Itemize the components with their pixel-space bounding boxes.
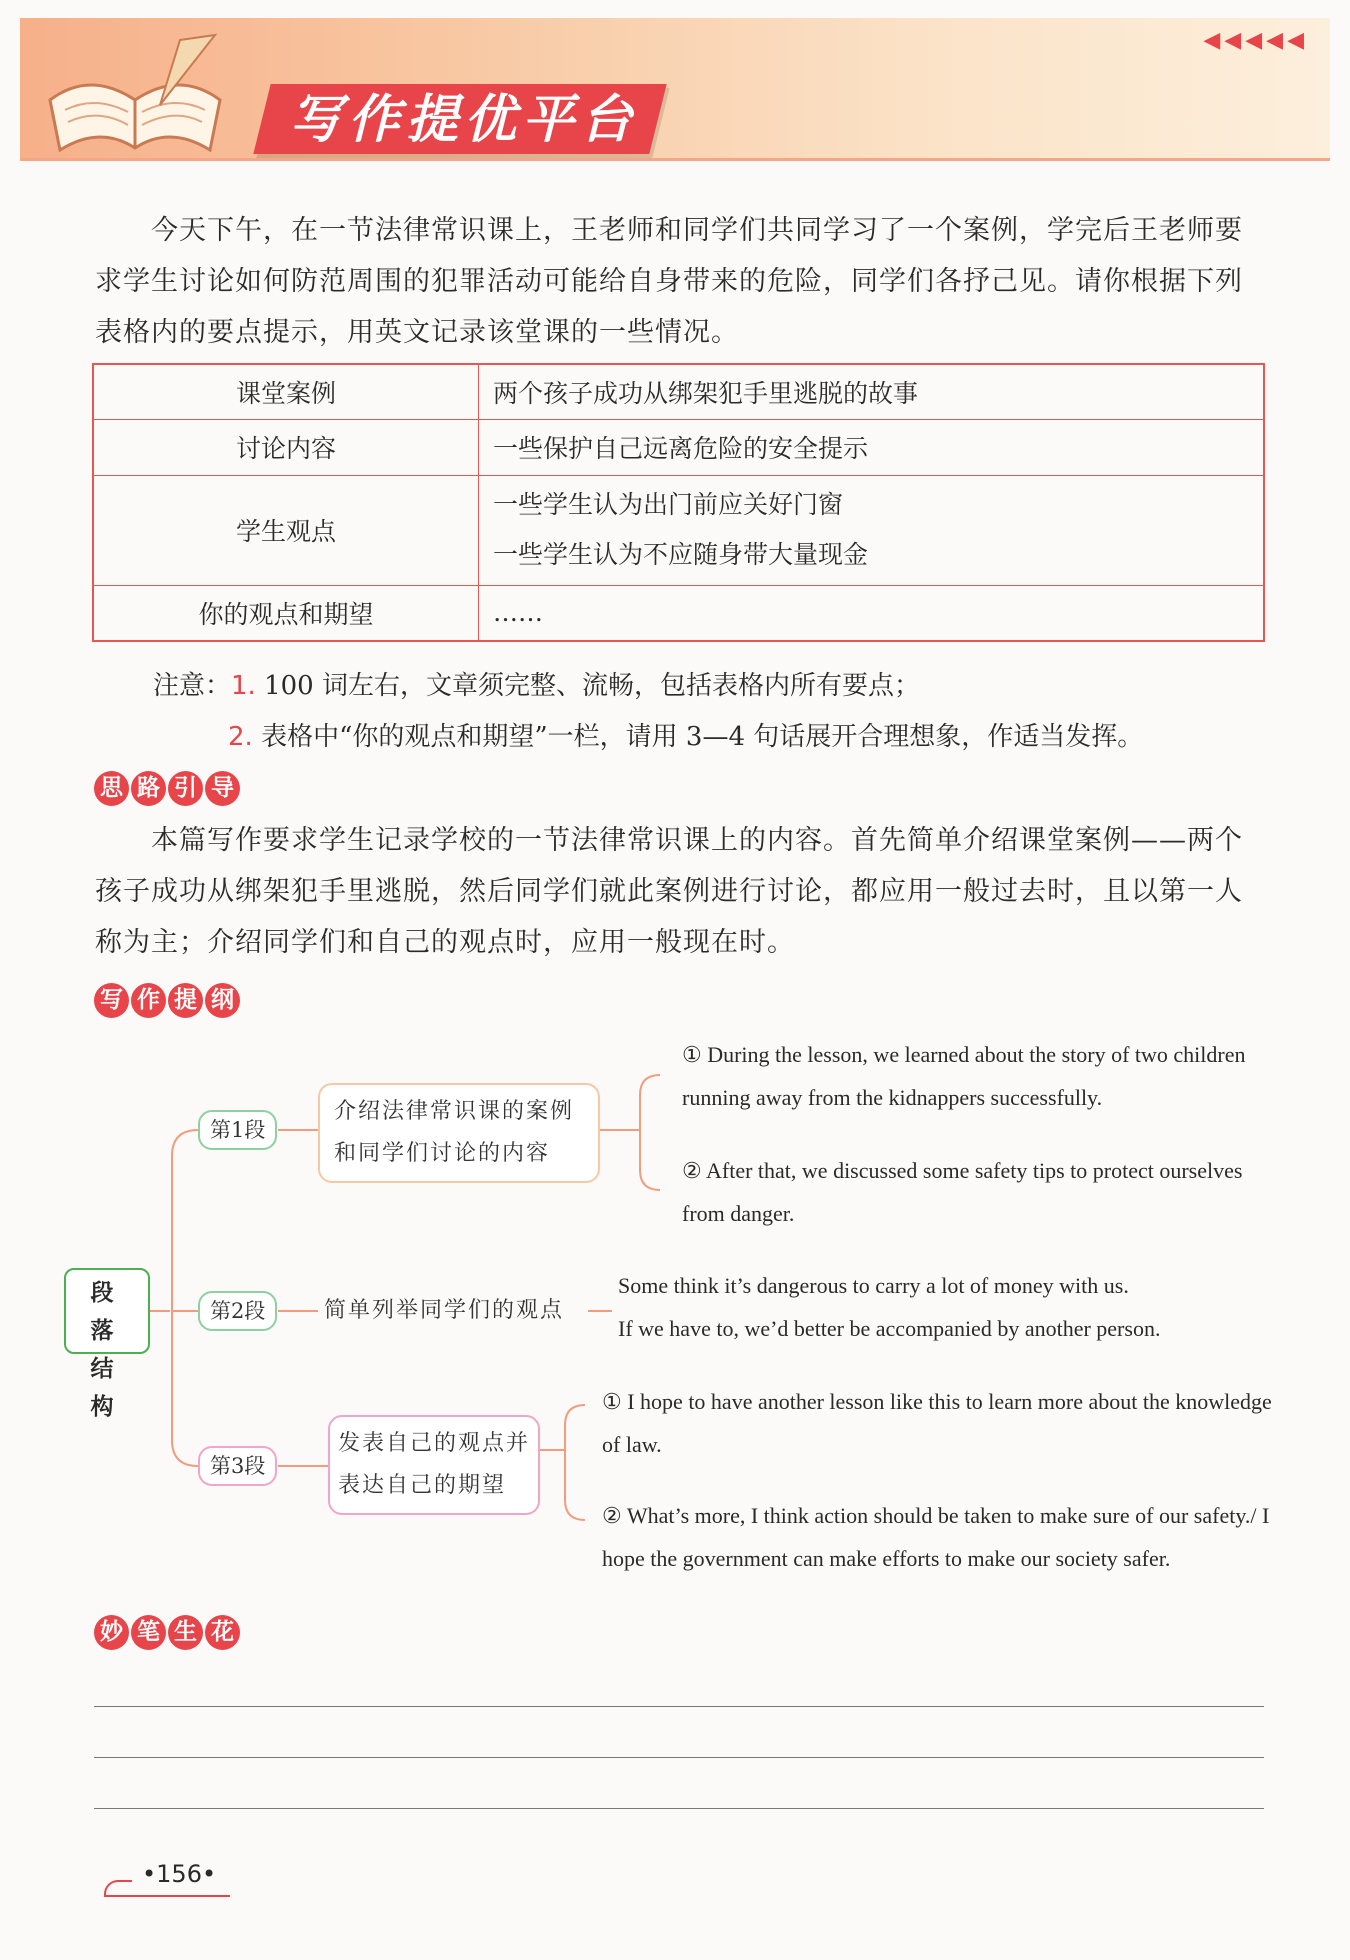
paragraph-1-sentence-1: ① During the lesson, we learned about the story of two children running away from the kidnappers successfully.	[682, 1042, 1246, 1110]
summary-line: 介绍法律常识课的案例	[334, 1099, 575, 1124]
writing-line	[94, 1706, 1264, 1707]
heading-char: 妙	[94, 1615, 129, 1650]
table-row	[93, 419, 1264, 475]
table-key: 学生观点	[93, 475, 479, 585]
paragraph-1-sentence-2: ② After that, we discussed some safety tips to protect ourselves from danger.	[682, 1158, 1243, 1226]
paragraph-3-summary	[328, 1415, 540, 1515]
page-number: •156•	[142, 1860, 217, 1888]
page-number-underline	[104, 1895, 230, 1897]
table-value-line: 一些学生认为不应随身带大量现金	[493, 540, 869, 569]
heading-char: 笔	[131, 1615, 166, 1650]
table-value	[479, 475, 1265, 585]
heading-char: 提	[168, 983, 203, 1018]
paragraph-2-label: 第2段	[198, 1291, 277, 1331]
paragraph-2-sentence-2: If we have to, we’d better be accompanied by another person.	[618, 1316, 1161, 1341]
writing-line	[94, 1808, 1264, 1809]
heading-char: 生	[168, 1615, 203, 1650]
root-line: 段 落	[90, 1280, 124, 1344]
table-value: ……	[479, 585, 1265, 641]
heading-char: 路	[131, 771, 166, 806]
heading-char: 纲	[205, 983, 240, 1018]
table-value-line: 一些学生认为出门前应关好门窗	[493, 490, 844, 519]
section-heading-guide	[94, 771, 240, 806]
note-1	[153, 665, 920, 702]
table-row	[93, 585, 1264, 641]
table-row	[93, 475, 1264, 585]
note-text: 100 词左右，文章须完整、流畅，包括表格内所有要点；	[255, 671, 920, 701]
paragraph-1-summary	[318, 1083, 600, 1183]
arrow-decoration-icon: ◀◀◀◀◀	[1203, 28, 1308, 53]
note-2	[228, 716, 1143, 753]
note-number: 2.	[228, 722, 253, 752]
summary-line: 和同学们讨论的内容	[334, 1141, 551, 1166]
table-value: 一些保护自己远离危险的安全提示	[479, 419, 1265, 475]
note-prefix: 注意：	[153, 671, 232, 701]
writing-line	[94, 1757, 1264, 1758]
guide-text: 本篇写作要求学生记录学校的一节法律常识课上的内容。首先简单介绍课堂案例——两个孩子成功从绑架犯手里逃脱，然后同学们就此案例进行讨论，都应用一般过去时，且以第一人称为主；介绍同学们和自己的观点时，应用一般现在时。	[95, 825, 1243, 958]
outline-root	[64, 1268, 150, 1420]
summary-line: 表达自己的期望	[338, 1473, 507, 1498]
paragraph-2-sentence-1: Some think it’s dangerous to carry a lot of money with us.	[618, 1273, 1129, 1298]
requirements-table	[92, 363, 1265, 642]
paragraph-3-label: 第3段	[198, 1446, 277, 1486]
note-number: 1.	[231, 671, 256, 701]
table-key: 课堂案例	[93, 364, 479, 419]
root-line: 结 构	[90, 1356, 124, 1420]
heading-char: 作	[131, 983, 166, 1018]
table-key: 你的观点和期望	[93, 585, 479, 641]
writing-prompt: 今天下午，在一节法律常识课上，王老师和同学们共同学习了一个案例，学完后王老师要求学生讨论如何防范周围的犯罪活动可能给自身带来的危险，同学们各抒己见。请你根据下列表格内的要点提示，用英文记录该堂课的一些情况。	[95, 215, 1243, 348]
paragraph-3-sentence-2: ② What’s more, I think action should be taken to make sure of our safety./ I hope the government can make efforts to make our society safer.	[602, 1503, 1270, 1571]
section-heading-writing	[94, 1615, 240, 1650]
table-value: 两个孩子成功从绑架犯手里逃脱的故事	[479, 364, 1265, 419]
heading-char: 写	[94, 983, 129, 1018]
note-text: 表格中“你的观点和期望”一栏，请用 3—4 句话展开合理想象，作适当发挥。	[252, 722, 1144, 752]
heading-char: 思	[94, 771, 129, 806]
paragraph-3-sentence-1: ① I hope to have another lesson like this to learn more about the knowledge of law.	[602, 1389, 1272, 1457]
paragraph-2-summary: 简单列举同学们的观点	[324, 1298, 565, 1323]
page-title: 写作提优平台	[290, 90, 639, 150]
heading-char: 引	[168, 771, 203, 806]
table-key: 讨论内容	[93, 419, 479, 475]
paragraph-1-label: 第1段	[198, 1110, 277, 1150]
heading-char: 花	[205, 1615, 240, 1650]
heading-char: 导	[205, 771, 240, 806]
section-heading-outline	[94, 983, 240, 1018]
table-row	[93, 364, 1264, 419]
open-book-icon	[40, 30, 230, 160]
summary-line: 发表自己的观点并	[338, 1431, 531, 1456]
